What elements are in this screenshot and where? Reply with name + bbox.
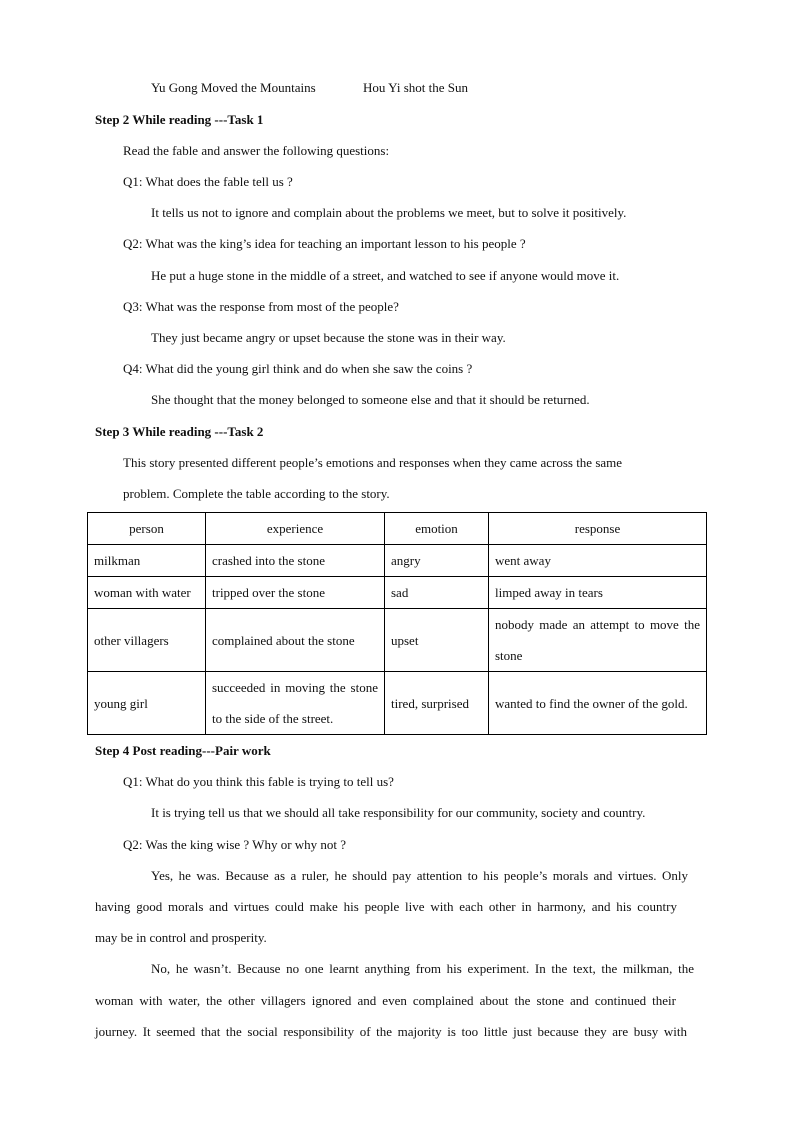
cell-response: wanted to find the owner of the gold. [489, 672, 707, 735]
table-row [88, 577, 707, 609]
table-row [88, 545, 707, 577]
step4-q1: Q1: What do you think this fable is trying to tell us? [123, 774, 394, 789]
cell-response: went away [489, 545, 707, 577]
step2-q2: Q2: What was the king’s idea for teaching an important lesson to his people ? [123, 236, 526, 251]
answer-yes-line3: may be in control and prosperity. [95, 930, 267, 945]
table-header-row [88, 513, 707, 545]
cell-person: milkman [88, 545, 206, 577]
step3-intro-line1: This story presented different people’s emotions and responses when they came across the same [123, 455, 623, 470]
step3-intro-line2: problem. Complete the table according to the story. [123, 486, 390, 501]
step2-a4: She thought that the money belonged to someone else and that it should be returned. [151, 392, 590, 407]
step2-heading: Step 2 While reading ---Task 1 [95, 112, 264, 127]
cell-person: other villagers [88, 609, 206, 672]
cell-experience: succeeded in moving the stone to the side of the street. [206, 672, 385, 735]
response-table [87, 512, 707, 735]
header-person: person [88, 513, 206, 545]
answer-no-line3: journey. It seemed that the social responsibility of the majority is too little just because they are busy with [95, 1024, 687, 1039]
header-response: response [489, 513, 707, 545]
answer-yes-line2: having good morals and virtues could make his people live with each other in harmony, and his country [95, 899, 677, 914]
step4-a1: It is trying tell us that we should all take responsibility for our community, society and country. [151, 805, 646, 820]
answer-no-line2: woman with water, the other villagers ignored and even complained about the stone and continued their [95, 993, 676, 1008]
step2-a1: It tells us not to ignore and complain about the problems we meet, but to solve it positively. [151, 205, 627, 220]
step3-heading: Step 3 While reading ---Task 2 [95, 424, 264, 439]
table-row [88, 609, 707, 672]
cell-person: woman with water [88, 577, 206, 609]
cell-emotion: angry [385, 545, 489, 577]
intro-story-left: Yu Gong Moved the Mountains [151, 80, 316, 95]
step2-q3: Q3: What was the response from most of the people? [123, 299, 399, 314]
header-experience: experience [206, 513, 385, 545]
cell-emotion: upset [385, 609, 489, 672]
cell-experience: complained about the stone [206, 609, 385, 672]
header-emotion: emotion [385, 513, 489, 545]
cell-experience: crashed into the stone [206, 545, 385, 577]
cell-response: limped away in tears [489, 577, 707, 609]
cell-experience: tripped over the stone [206, 577, 385, 609]
step2-q4: Q4: What did the young girl think and do when she saw the coins ? [123, 361, 473, 376]
intro-story-right: Hou Yi shot the Sun [363, 80, 468, 95]
answer-yes-line1: Yes, he was. Because as a ruler, he should pay attention to his people’s morals and virtues. Only [151, 868, 688, 883]
answer-no-line1: No, he wasn’t. Because no one learnt anything from his experiment. In the text, the milkman, the [151, 961, 694, 976]
step2-a2: He put a huge stone in the middle of a street, and watched to see if anyone would move it. [151, 268, 620, 283]
cell-emotion: sad [385, 577, 489, 609]
step2-instruction: Read the fable and answer the following questions: [123, 143, 390, 158]
step2-q1: Q1: What does the fable tell us ? [123, 174, 293, 189]
table-row [88, 672, 707, 735]
step2-a3: They just became angry or upset because the stone was in their way. [151, 330, 506, 345]
cell-emotion: tired, surprised [385, 672, 489, 735]
cell-response: nobody made an attempt to move the stone [489, 609, 707, 672]
cell-person: young girl [88, 672, 206, 735]
step4-heading: Step 4 Post reading---Pair work [95, 743, 271, 758]
step4-q2: Q2: Was the king wise ? Why or why not ? [123, 837, 347, 852]
